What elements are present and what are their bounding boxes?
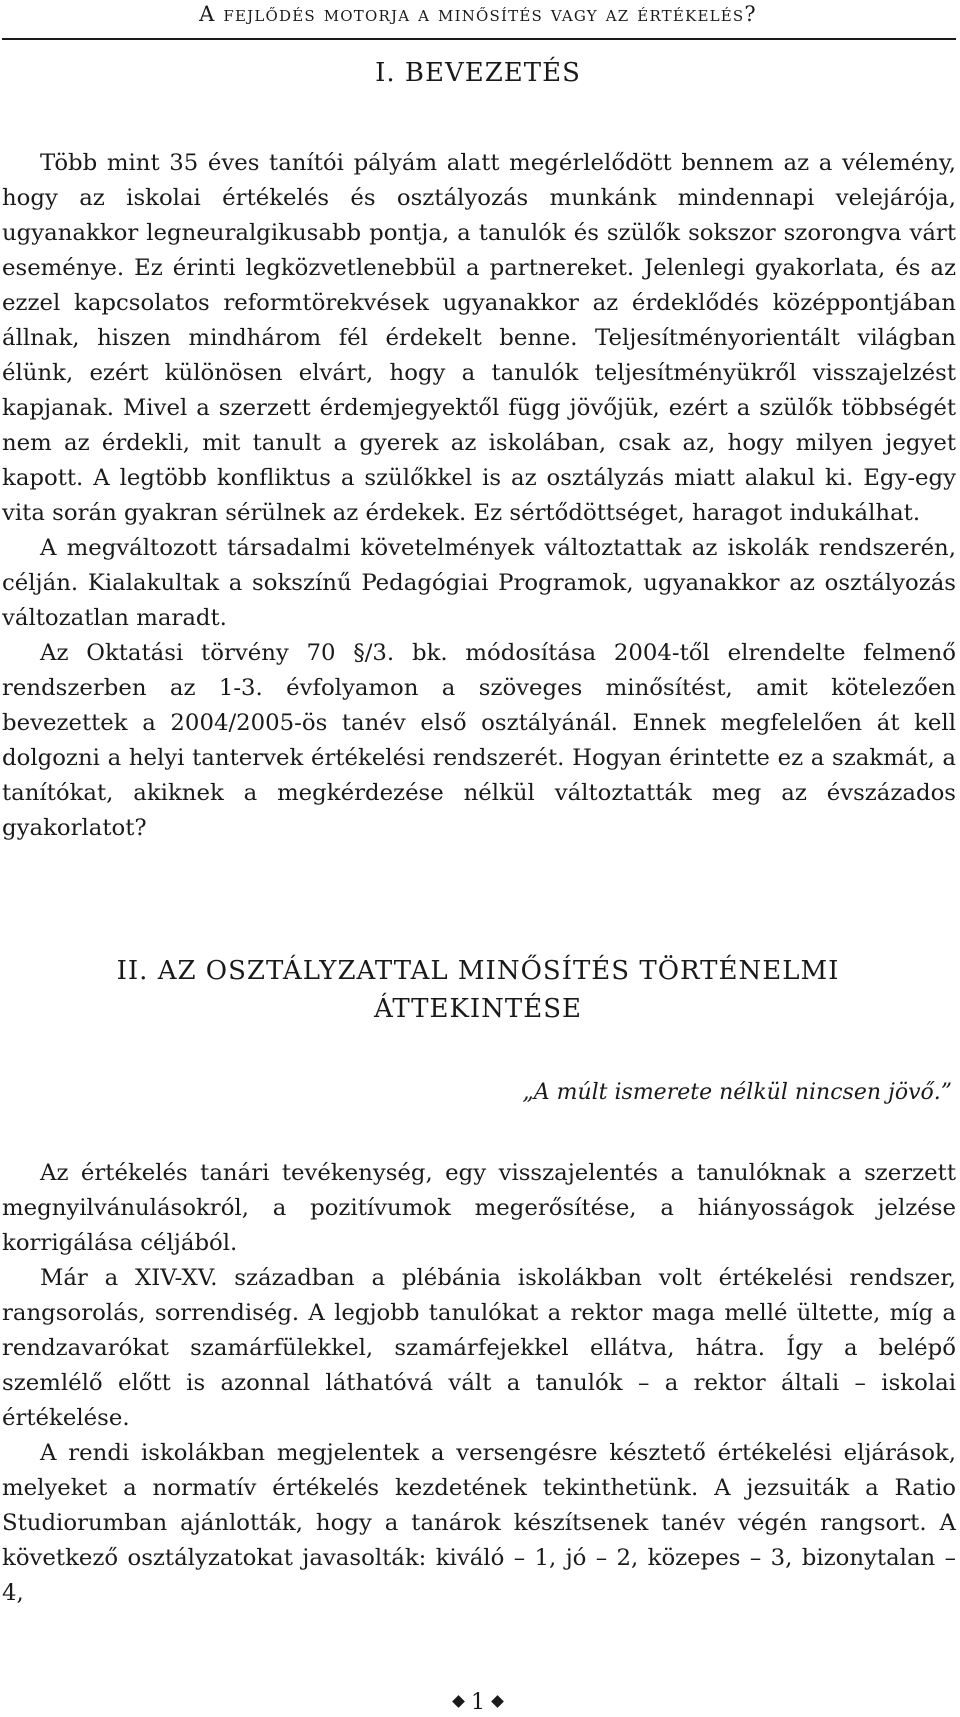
paragraph: A rendi iskolákban megjelentek a versengésre késztető értékelési eljárások, melyeket a normatív értékelés kezdetének tekinthetünk. A jezsuiták a Ratio Studiorumban ajánlották, hogy a tanárok készítsenek tanév végén rangsort. A következő osztályzatokat javasolták: kiváló – 1, jó – 2, közepes – 3, bizonytalan – 4, xyxy=(2,1440,956,1606)
section-2-title xyxy=(0,952,956,1028)
paragraph: Már a XIV-XV. században a plébánia iskolákban volt értékelési rendszer, rangsorolás, sorrendiség. A legjobb tanulókat a rektor maga mellé ültette, míg a rendzavarókat szamárfülekkel, szamárfejekkel ellátva, hátra. Így a belépő szemlélő előtt is azonnal láthatóvá vált a tanulók – a rektor általi – iskolai értékelése. xyxy=(2,1265,956,1431)
diamond-ornament-icon xyxy=(452,1695,465,1708)
section-2-title-line-2: ÁTTEKINTÉSE xyxy=(373,994,583,1024)
paragraph: A megváltozott társadalmi követelmények változtattak az iskolák rendszerén, célján. Kialakultak a sokszínű Pedagógiai Programok, ugyanakkor az osztályozás változatlan maradt. xyxy=(2,535,956,631)
diamond-ornament-icon xyxy=(491,1695,504,1708)
paragraph: Több mint 35 éves tanítói pályám alatt megérlelődött bennem az a vélemény, hogy az iskolai értékelés és osztályozás munkánk mindennapi velejárója, ugyanakkor legneuralgikusabb pontja, a tanulók és szülők sokszor szorongva várt eseménye. Ez érinti legközvetlenebbül a partnereket. Jelenlegi gyakorlata, és az ezzel kapcsolatos reformtörekvések ugyanakkor az érdeklődés középpontjában állnak, hiszen mindhárom fél érdekelt benne. Teljesítményorientált világban élünk, ezért különösen elvárt, hogy a tanulók teljesítményükről visszajelzést kapjanak. Mivel a szerzett érdemjegyektől függ jövőjük, ezért a szülők többségét nem az érdekli, mit tanult a gyerek az iskolában, csak az, hogy milyen jegyet kapott. A legtöbb konfliktus a szülőkkel is az osztályzás miatt alakul ki. Egy-egy vita során gyakran sérülnek az érdekek. Ez sértődöttséget, haragot indukálhat. xyxy=(2,150,956,526)
page-number-text: 1 xyxy=(471,1690,485,1715)
paragraph: Az értékelés tanári tevékenység, egy visszajelentés a tanulóknak a szerzett megnyilvánulásokról, a pozitívumok megerősítése, a hiányosságok jelzése korrigálása céljából. xyxy=(2,1160,956,1256)
epigraph: „A múlt ismerete nélkül nincsen jövő.” xyxy=(522,1080,952,1105)
header-rule xyxy=(2,38,956,40)
section-1-title: I. BEVEZETÉS xyxy=(375,58,581,88)
paragraph: Az Oktatási törvény 70 §/3. bk. módosítása 2004-től elrendelte felmenő rendszerben az 1-3. évfolyamon a szöveges minősítést, amit kötelezően bevezettek a 2004/2005-ös tanév első osztályánál. Ennek megfelelően át kell dolgozni a helyi tantervek értékelési rendszerét. Hogyan érintette ez a szakmát, a tanítókat, akiknek a megkérdezése nélkül változtatták meg az évszázados gyakorlatot? xyxy=(2,640,956,841)
running-head: A fejlődés motorja a minősítés vagy az értékelés? xyxy=(199,2,757,26)
section-2-title-line-1: II. AZ OSZTÁLYZATTAL MINŐSÍTÉS TÖRTÉNELMI xyxy=(116,956,840,986)
section-1-body xyxy=(2,146,956,846)
page-number xyxy=(0,1690,956,1715)
section-2-body xyxy=(2,1156,956,1611)
